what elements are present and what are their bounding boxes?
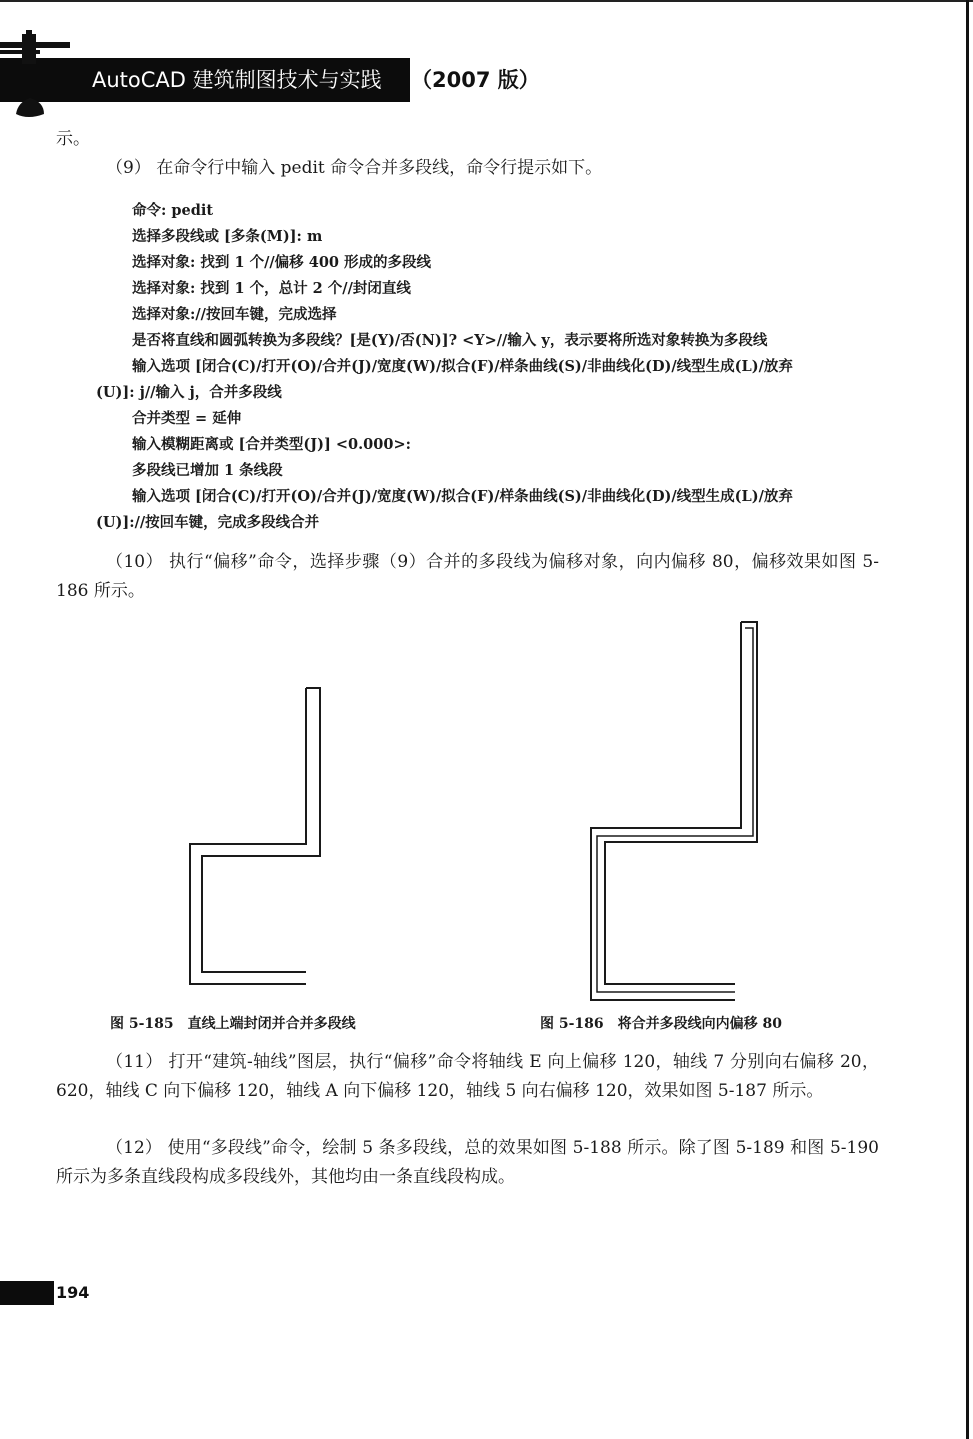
footer-bar	[0, 1281, 54, 1305]
command-line: 输入选项 [闭合(C)/打开(O)/合并(J)/宽度(W)/拟合(F)/样条曲线(S)/非曲线化(D)/线型生成(L)/放弃	[132, 488, 793, 505]
step-9-text: （9） 在命令行中输入 pedit 命令合并多段线，命令行提示如下。	[106, 158, 603, 178]
command-line: 多段线已增加 1 条线段	[132, 462, 283, 479]
book-edition: （2007 版）	[411, 68, 540, 92]
figure-5-185-drawing	[180, 680, 330, 990]
continuation-text: 示。	[56, 129, 90, 149]
figure-5-186-caption: 图 5-186 将合并多段线向内偏移 80	[540, 1016, 783, 1032]
command-line: 选择对象: 找到 1 个//偏移 400 形成的多段线	[132, 254, 432, 271]
command-line: (U)]: j//输入 j，合并多段线	[96, 384, 282, 401]
command-line: 合并类型 = 延伸	[132, 410, 242, 427]
figure-5-185-caption: 图 5-185 直线上端封闭并合并多段线	[110, 1016, 356, 1032]
command-line-listing	[96, 198, 876, 536]
page-right-edge	[966, 0, 969, 1439]
page-number: 194	[56, 1283, 90, 1302]
command-line: 选择对象://按回车键，完成选择	[132, 306, 337, 323]
command-line: 是否将直线和圆弧转换为多段线？[是(Y)/否(N)]? <Y>//输入 y，表示要将所选对象转换为多段线	[132, 332, 768, 349]
page-top-edge	[0, 0, 973, 2]
book-title: AutoCAD 建筑制图技术与实践	[92, 68, 382, 92]
command-line: 输入选项 [闭合(C)/打开(O)/合并(J)/宽度(W)/拟合(F)/样条曲线(S)/非曲线化(D)/线型生成(L)/放弃	[132, 358, 793, 375]
command-line: 选择多段线或 [多条(M)]: m	[132, 228, 323, 245]
command-line: 选择对象: 找到 1 个，总计 2 个//封闭直线	[132, 280, 411, 297]
step-11-text: （11） 打开“建筑-轴线”图层，执行“偏移”命令将轴线 E 向上偏移 120，轴线 7 分别向右偏移 20，620，轴线 C 向下偏移 120，轴线 A 向下偏移 120，轴线 5 向右偏移 120，效果如图 5-187 所示。	[56, 1052, 879, 1101]
figure-5-186-drawing	[585, 618, 770, 1008]
drafting-tool-icon	[0, 28, 70, 128]
step-12-text: （12） 使用“多段线”命令，绘制 5 条多段线，总的效果如图 5-188 所示。除了图 5-189 和图 5-190 所示为多条直线段构成多段线外，其他均由一条直线段构成。	[56, 1138, 879, 1187]
command-line: 输入模糊距离或 [合并类型(J)] <0.000>:	[132, 436, 411, 453]
command-line: (U)]://按回车键，完成多段线合并	[96, 514, 320, 531]
command-line: 命令: pedit	[132, 202, 214, 219]
step-10-text: （10） 执行“偏移”命令，选择步骤（9）合并的多段线为偏移对象，向内偏移 80，偏移效果如图 5-186 所示。	[56, 552, 879, 601]
